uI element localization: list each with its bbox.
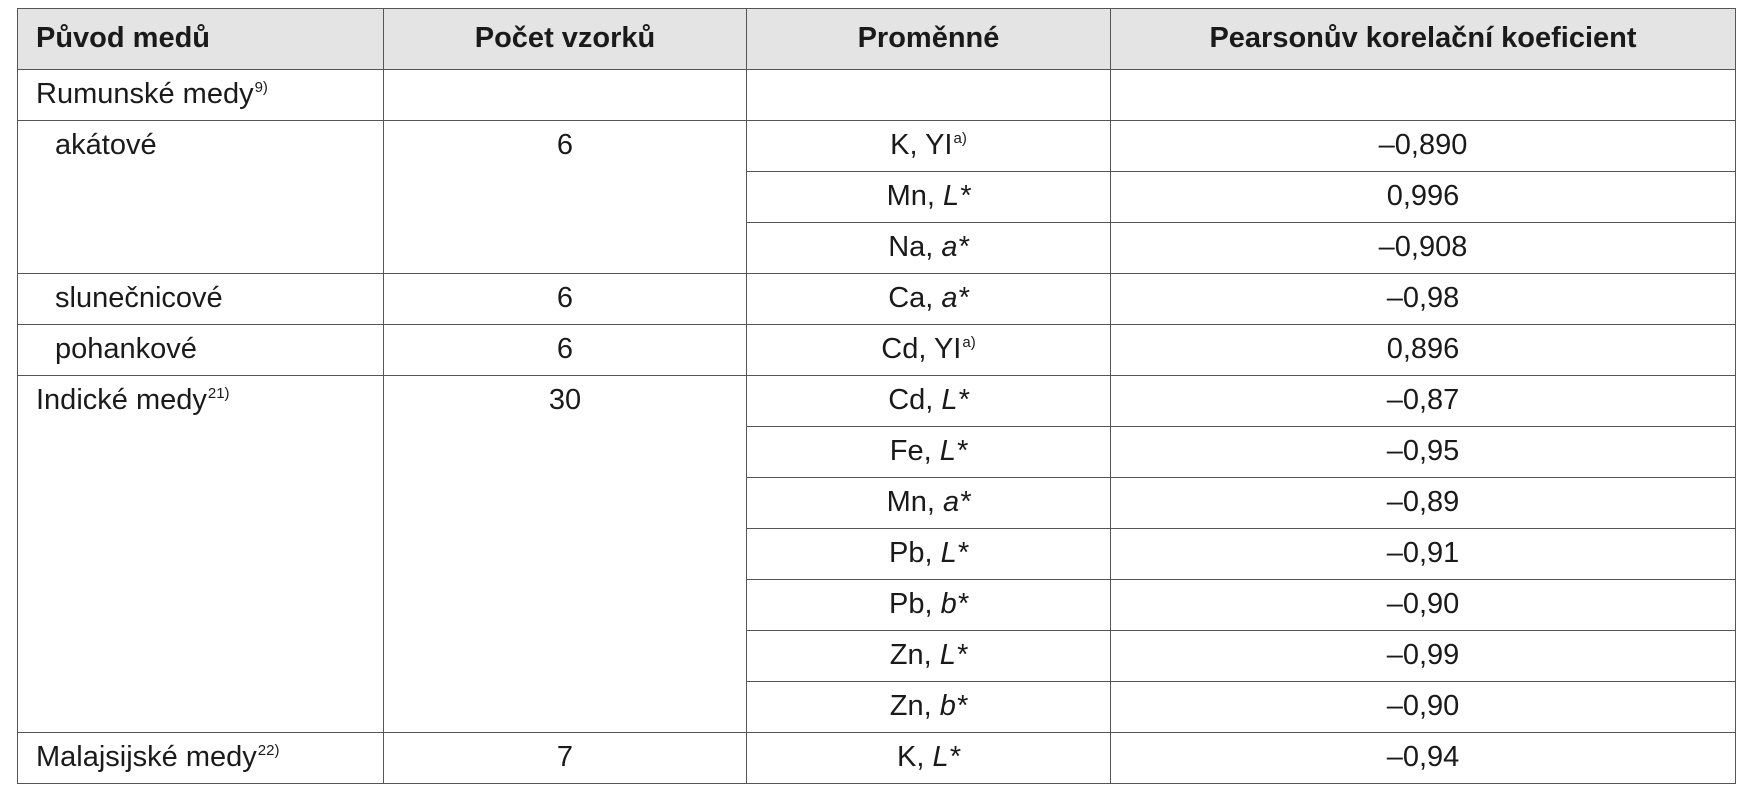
- cell-samples: [384, 478, 747, 529]
- table-row: [18, 580, 1736, 631]
- cell-samples: 6: [384, 274, 747, 325]
- cell-variables: Na, a*: [747, 223, 1111, 274]
- cell-variables: Pb, b*: [747, 580, 1111, 631]
- header-origin: Původ medů: [18, 9, 384, 70]
- cell-variables: Cd, YI$^{a)}$: [747, 325, 1111, 376]
- cell-variables: K, YI$^{a)}$: [747, 121, 1111, 172]
- correlation-table: [17, 8, 1736, 784]
- cell-samples: [384, 172, 747, 223]
- table-row: [18, 274, 1736, 325]
- table-row: [18, 325, 1736, 376]
- cell-variables: Zn, b*: [747, 682, 1111, 733]
- reference-superscript: 21): [207, 385, 230, 403]
- cell-samples: [384, 580, 747, 631]
- cell-origin: [18, 631, 384, 682]
- header-variables: Proměnné: [747, 9, 1111, 70]
- origin-text: akátové: [55, 129, 157, 162]
- cell-variables: Pb, L*: [747, 529, 1111, 580]
- table-row: [18, 682, 1736, 733]
- table-row: [18, 631, 1736, 682]
- header-row: [18, 9, 1736, 70]
- cell-origin: [18, 121, 384, 172]
- cell-coefficient: –0,91: [1111, 529, 1736, 580]
- table-row: [18, 733, 1736, 784]
- cell-coefficient: –0,99: [1111, 631, 1736, 682]
- table-header: [18, 9, 1736, 70]
- cell-coefficient: –0,890: [1111, 121, 1736, 172]
- cell-variables: Ca, a*: [747, 274, 1111, 325]
- cell-variables: Mn, a*: [747, 478, 1111, 529]
- cell-coefficient: –0,98: [1111, 274, 1736, 325]
- variable-yi: YI: [933, 333, 962, 366]
- reference-superscript: 22): [257, 742, 280, 760]
- cell-samples: [384, 631, 747, 682]
- variable-yi: YI: [925, 129, 953, 162]
- origin-text: pohankové: [55, 333, 197, 366]
- origin-text: Malajsijské medy: [36, 741, 257, 774]
- table-row: [18, 376, 1736, 427]
- cell-coefficient: –0,89: [1111, 478, 1736, 529]
- cell-coefficient: –0,908: [1111, 223, 1736, 274]
- reference-superscript: a): [953, 130, 967, 148]
- table-row: [18, 478, 1736, 529]
- cell-samples: 7: [384, 733, 747, 784]
- table-body: [18, 70, 1736, 784]
- cell-coefficient: –0,87: [1111, 376, 1736, 427]
- table-row: [18, 172, 1736, 223]
- cell-coefficient: –0,95: [1111, 427, 1736, 478]
- cell-variables: K, L*: [747, 733, 1111, 784]
- cell-samples: 6: [384, 121, 747, 172]
- table-row: [18, 121, 1736, 172]
- cell-origin: [18, 529, 384, 580]
- reference-superscript: 9): [254, 79, 268, 97]
- cell-origin: [18, 427, 384, 478]
- cell-origin: [18, 223, 384, 274]
- cell-origin: [18, 733, 384, 784]
- cell-variables: [747, 70, 1111, 121]
- cell-origin: [18, 274, 384, 325]
- cell-samples: [384, 70, 747, 121]
- cell-coefficient: [1111, 70, 1736, 121]
- cell-origin: [18, 172, 384, 223]
- cell-origin: [18, 478, 384, 529]
- table-row: [18, 529, 1736, 580]
- table-row: [18, 223, 1736, 274]
- cell-variables: Fe, L*: [747, 427, 1111, 478]
- cell-samples: [384, 223, 747, 274]
- cell-coefficient: –0,94: [1111, 733, 1736, 784]
- cell-coefficient: –0,90: [1111, 580, 1736, 631]
- header-pearson: Pearsonův korelační koeficient: [1111, 9, 1736, 70]
- cell-origin: [18, 325, 384, 376]
- cell-samples: [384, 529, 747, 580]
- cell-origin: [18, 580, 384, 631]
- cell-coefficient: –0,90: [1111, 682, 1736, 733]
- cell-samples: [384, 682, 747, 733]
- cell-origin: [18, 376, 384, 427]
- header-samples: Počet vzorků: [384, 9, 747, 70]
- cell-origin: [18, 70, 384, 121]
- cell-variables: Mn, L*: [747, 172, 1111, 223]
- table-row: [18, 427, 1736, 478]
- cell-coefficient: 0,996: [1111, 172, 1736, 223]
- cell-coefficient: 0,896: [1111, 325, 1736, 376]
- table-row: [18, 70, 1736, 121]
- cell-samples: [384, 427, 747, 478]
- cell-samples: 30: [384, 376, 747, 427]
- reference-superscript: a): [962, 334, 976, 352]
- cell-variables: Zn, L*: [747, 631, 1111, 682]
- origin-text: Rumunské medy: [36, 78, 254, 111]
- origin-text: slunečnicové: [55, 282, 223, 315]
- origin-text: Indické medy: [36, 384, 207, 417]
- cell-origin: [18, 682, 384, 733]
- cell-variables: Cd, L*: [747, 376, 1111, 427]
- cell-samples: 6: [384, 325, 747, 376]
